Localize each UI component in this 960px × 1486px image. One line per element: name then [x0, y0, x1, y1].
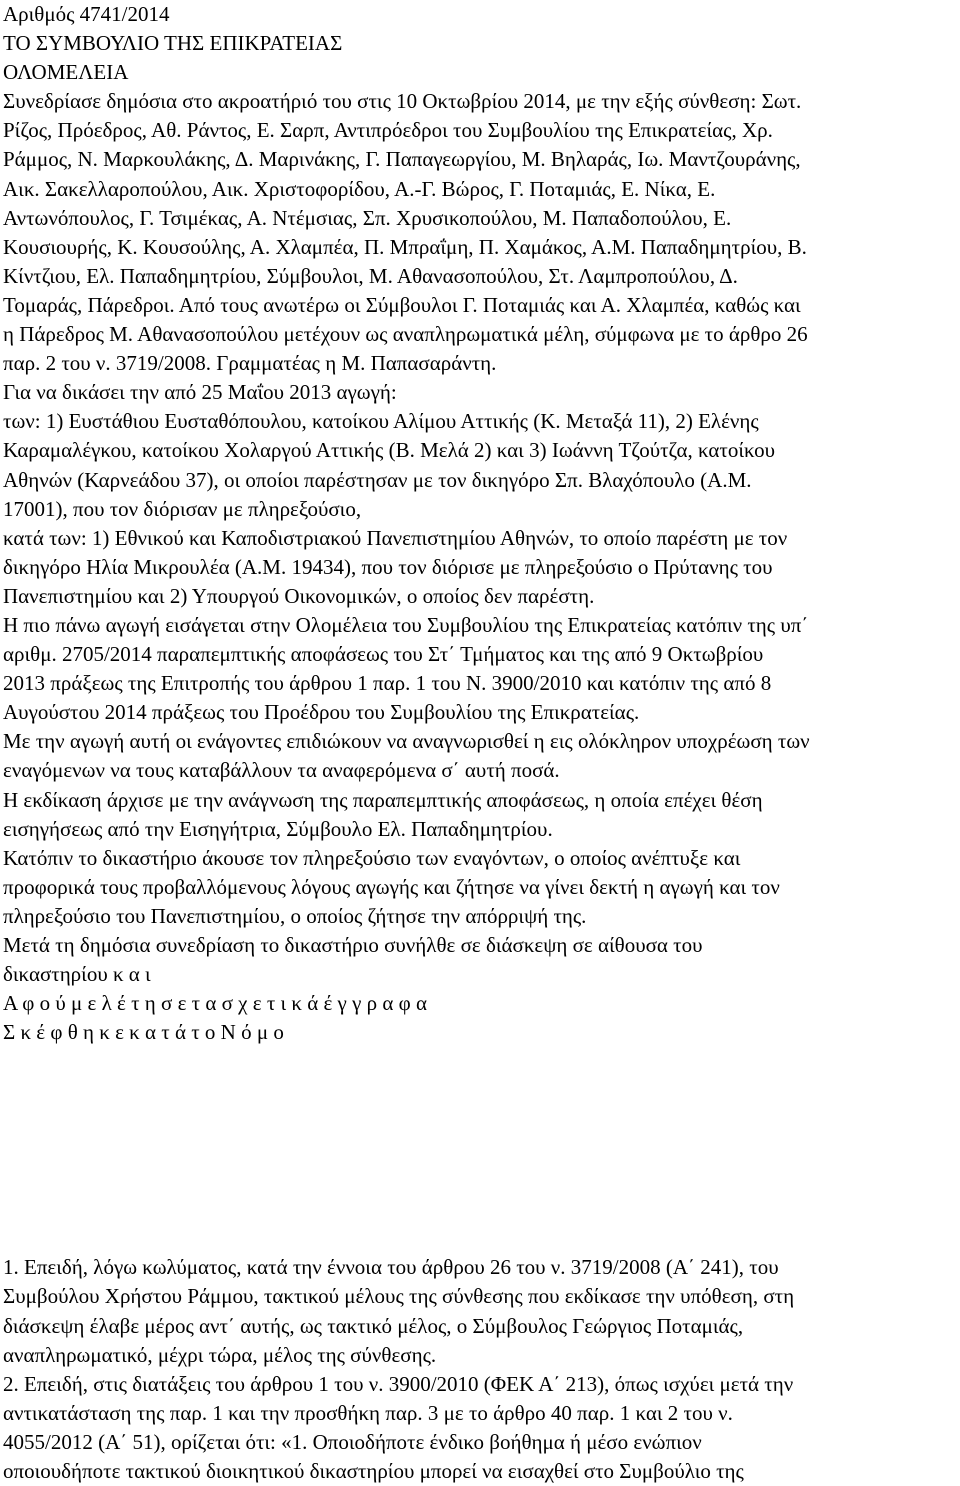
reasoning-line-2: Συμβούλου Χρήστου Ράμμου, τακτικού μέλους της σύνθεσης που εκδίκασε την υπόθεση, στη: [3, 1284, 795, 1309]
text-line-21: Πανεπιστημίου και 2) Υπουργού Οικονομικών, ο οποίος δεν παρέστη.: [3, 583, 595, 608]
text-line-19: κατά των: 1) Εθνικού και Καποδιστριακού Πανεπιστημίου Αθηνών, το οποίο παρέστη με τον: [3, 525, 788, 550]
text-line-7: Αικ. Σακελλαροπούλου, Αικ. Χριστοφορίδου, Α.-Γ. Βώρος, Γ. Ποταμιάς, Ε. Νίκα, Ε.: [3, 176, 716, 201]
text-line-8: Αντωνόπουλος, Γ. Τσιμέκας, Α. Ντέμσιας, Σπ. Χρυσικοπούλου, Μ. Παπαδοπούλου, Ε.: [3, 205, 732, 230]
text-line-18: 17001), που τον διόρισαν με πληρεξούσιο,: [3, 496, 362, 521]
text-line-3: ΟΛΟΜΕΛΕΙΑ: [3, 60, 129, 85]
text-line-20: δικηγόρο Ηλία Μικρουλέα (Α.Μ. 19434), που τον διόρισε με πληρεξούσιο ο Πρύτανης του: [3, 554, 773, 579]
text-line-14: Για να δικάσει την από 25 Μαΐου 2013 αγωγή:: [3, 380, 397, 405]
text-line-28: Η εκδίκαση άρχισε με την ανάγνωση της παραπεμπτικής αποφάσεως, η οποία επέχει θέση: [3, 787, 763, 812]
text-line-34: δικαστηρίου κ α ι: [3, 962, 151, 987]
text-line-36: Σ κ έ φ θ η κ ε κ α τ ά τ ο Ν ό μ ο: [3, 1020, 284, 1045]
document-body-top: [3, 0, 958, 1047]
text-line-32: πληρεξούσιο του Πανεπιστημίου, ο οποίος ζήτησε την απόρριψή της.: [3, 903, 587, 928]
text-line-17: Αθηνών (Καρνεάδου 37), οι οποίοι παρέστησαν με τον δικηγόρο Σπ. Βλαχόπουλο (Α.Μ.: [3, 467, 752, 492]
reasoning-line-6: αντικατάσταση της παρ. 1 και την προσθήκη παρ. 3 με το άρθρο 40 παρ. 1 και 2 του ν.: [3, 1400, 733, 1425]
text-line-22: Η πιο πάνω αγωγή εισάγεται στην Ολομέλεια του Συμβουλίου της Επικρατείας κατόπιν της υπ΄: [3, 612, 809, 637]
text-line-5: Ρίζος, Πρόεδρος, Αθ. Ράντος, Ε. Σαρπ, Αντιπρόεδροι του Συμβουλίου της Επικρατείας, Χρ.: [3, 118, 773, 143]
text-line-24: 2013 πράξεως της Επιτροπής του άρθρου 1 παρ. 1 του Ν. 3900/2010 και κατόπιν της από 8: [3, 671, 772, 696]
page-whitespace: [3, 1047, 958, 1253]
reasoning-line-3: διάσκεψη έλαβε μέρος αντ΄ αυτής, ως τακτικό μέλος, ο Σύμβουλος Γεώργιος Ποταμιάς,: [3, 1313, 744, 1338]
text-line-35: Α φ ο ύ μ ε λ έ τ η σ ε τ α σ χ ε τ ι κ ά έ γ γ ρ α φ α: [3, 991, 427, 1016]
document-page: [3, 0, 958, 1486]
text-line-31: προφορικά τους προβαλλόμενους λόγους αγωγής και ζήτησε να γίνει δεκτή η αγωγή και τον: [3, 874, 780, 899]
reasoning-line-4: αναπληρωματικό, μέχρι τώρα, μέλος της σύνθεσης.: [3, 1342, 437, 1367]
reasoning-line-8: οποιουδήποτε τακτικού διοικητικού δικαστηρίου μπορεί να εισαχθεί στο Συμβούλιο της: [3, 1459, 744, 1484]
text-line-13: παρ. 2 του ν. 3719/2008. Γραμματέας η Μ. Παπασαράντη.: [3, 351, 497, 376]
text-line-6: Ράμμος, Ν. Μαρκουλάκης, Δ. Μαρινάκης, Γ. Παπαγεωργίου, Μ. Βηλαράς, Ιω. Μαντζουράνης,: [3, 147, 801, 172]
text-line-33: Μετά τη δημόσια συνεδρίαση το δικαστήριο συνήλθε σε διάσκεψη σε αίθουσα του: [3, 933, 703, 957]
text-line-15: των: 1) Ευστάθιου Ευσταθόπουλου, κατοίκου Αλίμου Αττικής (Κ. Μεταξά 11), 2) Ελένης: [3, 409, 759, 434]
text-line-9: Κουσιουρής, Κ. Κουσούλης, Α. Χλαμπέα, Π. Μπραΐμη, Π. Χαμάκος, Α.Μ. Παπαδημητρίου, Β.: [3, 234, 807, 259]
text-line-25: Αυγούστου 2014 πράξεως του Προέδρου του Συμβουλίου της Επικρατείας.: [3, 700, 640, 725]
reasoning-line-7: 4055/2012 (Α΄ 51), ορίζεται ότι: «1. Οποιοδήποτε ένδικο βοήθημα ή μέσο ενώπιον: [3, 1429, 702, 1454]
reasoning-line-1: 1. Επειδή, λόγω κωλύματος, κατά την έννοια του άρθρου 26 του ν. 3719/2008 (Α΄ 241), του: [3, 1255, 779, 1280]
text-line-4: Συνεδρίασε δημόσια στο ακροατήριό του στις 10 Οκτωβρίου 2014, με την εξής σύνθεση: Σωτ.: [3, 89, 802, 114]
text-line-12: η Πάρεδρος Μ. Αθανασοπούλου μετέχουν ως αναπληρωματικά μέλη, σύμφωνα με το άρθρο 26: [3, 322, 808, 347]
text-line-16: Καραμαλέγκου, κατοίκου Χολαργού Αττικής (Β. Μελά 2) και 3) Ιωάννη Τζούτζα, κατοίκου: [3, 438, 776, 463]
text-line-2: ΤΟ ΣΥΜΒΟΥΛΙΟ ΤΗΣ ΕΠΙΚΡΑΤΕΙΑΣ: [3, 31, 343, 56]
text-line-30: Κατόπιν το δικαστήριο άκουσε τον πληρεξούσιο των εναγόντων, ο οποίος ανέπτυξε και: [3, 845, 741, 870]
text-line-29: εισηγήσεως από την Εισηγήτρια, Σύμβουλο Ελ. Παπαδημητρίου.: [3, 816, 553, 841]
text-line-23: αριθμ. 2705/2014 παραπεμπτικής αποφάσεως του Στ΄ Τμήματος και της από 9 Οκτωβρίου: [3, 642, 764, 667]
text-line-10: Κίντζιου, Ελ. Παπαδημητρίου, Σύμβουλοι, Μ. Αθανασοπούλου, Στ. Λαμπροπούλου, Δ.: [3, 263, 738, 288]
reasoning-line-5: 2. Επειδή, στις διατάξεις του άρθρου 1 του ν. 3900/2010 (ΦΕΚ Α΄ 213), όπως ισχύει μετά την: [3, 1371, 794, 1396]
text-line-26: Με την αγωγή αυτή οι ενάγοντες επιδιώκουν να αναγνωρισθεί η εις ολόκληρον υποχρέωση των: [3, 729, 810, 754]
text-line-1: Αριθμός 4741/2014: [3, 2, 170, 26]
text-line-27: εναγόμενων να τους καταβάλλουν τα αναφερόμενα σ΄ αυτή ποσά.: [3, 758, 560, 783]
text-line-11: Τομαράς, Πάρεδροι. Από τους ανωτέρω οι Σύμβουλοι Γ. Ποταμιάς και Α. Χλαμπέα, καθώς και: [3, 292, 801, 317]
